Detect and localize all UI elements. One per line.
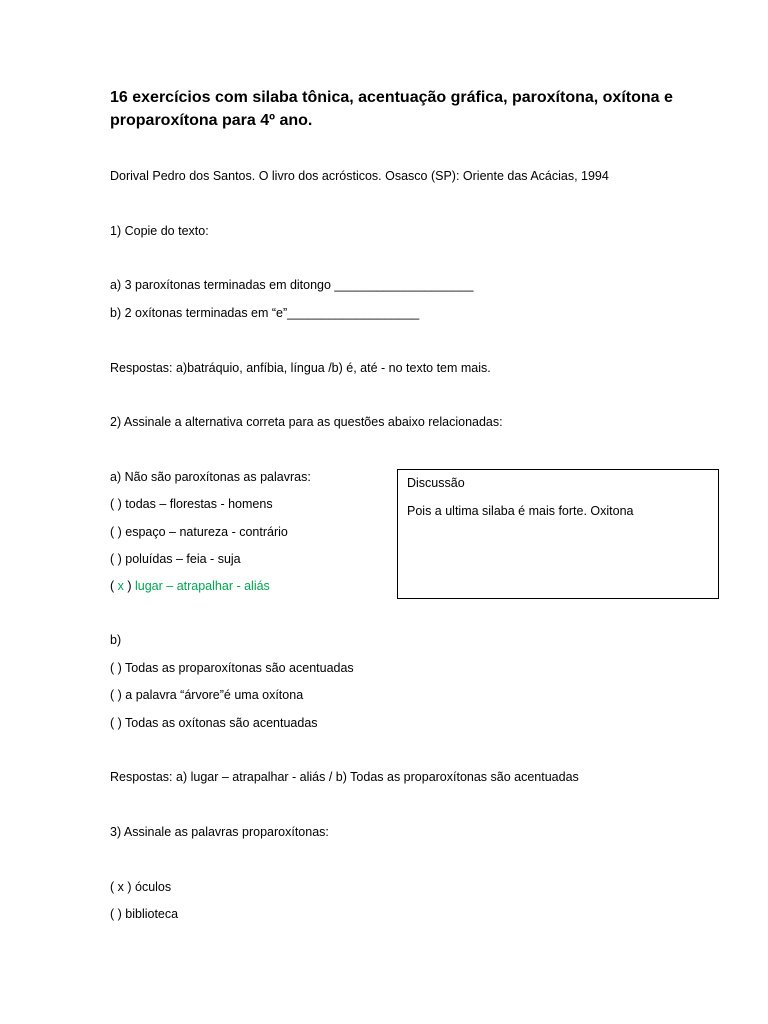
question-2b-label: b) (110, 633, 122, 647)
question-2a-option: ( ) poluídas – feia - suja (110, 552, 241, 566)
question-2b-option: ( ) Todas as oxítonas são acentuadas (110, 716, 318, 730)
option-bracket-close: ) (123, 579, 135, 593)
document-title: 16 exercícios com silaba tônica, acentuação gráfica, paroxítona, oxítona e proparoxítona para 4º ano. (110, 89, 673, 129)
option-correct-text: lugar – atrapalhar - aliás (135, 579, 270, 593)
question-2-prompt: 2) Assinale a alternativa correta para as questões abaixo relacionadas: (110, 415, 503, 429)
option-bracket-open: ( (110, 579, 118, 593)
question-1-answers: Respostas: a)batráquio, anfíbia, língua /b) é, até - no texto tem mais. (110, 361, 491, 375)
question-2a-correct-option (110, 578, 270, 594)
source-citation: Dorival Pedro dos Santos. O livro dos acrósticos. Osasco (SP): Oriente das Acácias, 1994 (110, 169, 609, 183)
discussion-box (397, 469, 719, 599)
question-2a-option: ( ) espaço – natureza - contrário (110, 525, 288, 539)
question-1-item-b: b) 2 oxítonas terminadas em “e”___________________ (110, 306, 420, 320)
question-2-answers: Respostas: a) lugar – atrapalhar - aliás / b) Todas as proparoxítonas são acentuadas (110, 770, 579, 784)
discussion-text: Pois a ultima silaba é mais forte. Oxitona (407, 504, 634, 518)
discussion-title: Discussão (407, 476, 465, 490)
question-1-prompt: 1) Copie do texto: (110, 224, 209, 238)
question-2b-option: ( ) a palavra “árvore”é uma oxítona (110, 688, 304, 702)
question-2b-option: ( ) Todas as proparoxítonas são acentuadas (110, 661, 354, 675)
option-check-mark: x (117, 579, 124, 593)
question-3-option: ( ) biblioteca (110, 907, 179, 921)
question-2a-label: a) Não são paroxítonas as palavras: (110, 470, 311, 484)
question-2a-option: ( ) todas – florestas - homens (110, 497, 273, 511)
question-1-item-a: a) 3 paroxítonas terminadas em ditongo ____________________ (110, 278, 474, 292)
question-3-option: ( x ) óculos (110, 880, 172, 894)
question-3-prompt: 3) Assinale as palavras proparoxítonas: (110, 825, 329, 839)
